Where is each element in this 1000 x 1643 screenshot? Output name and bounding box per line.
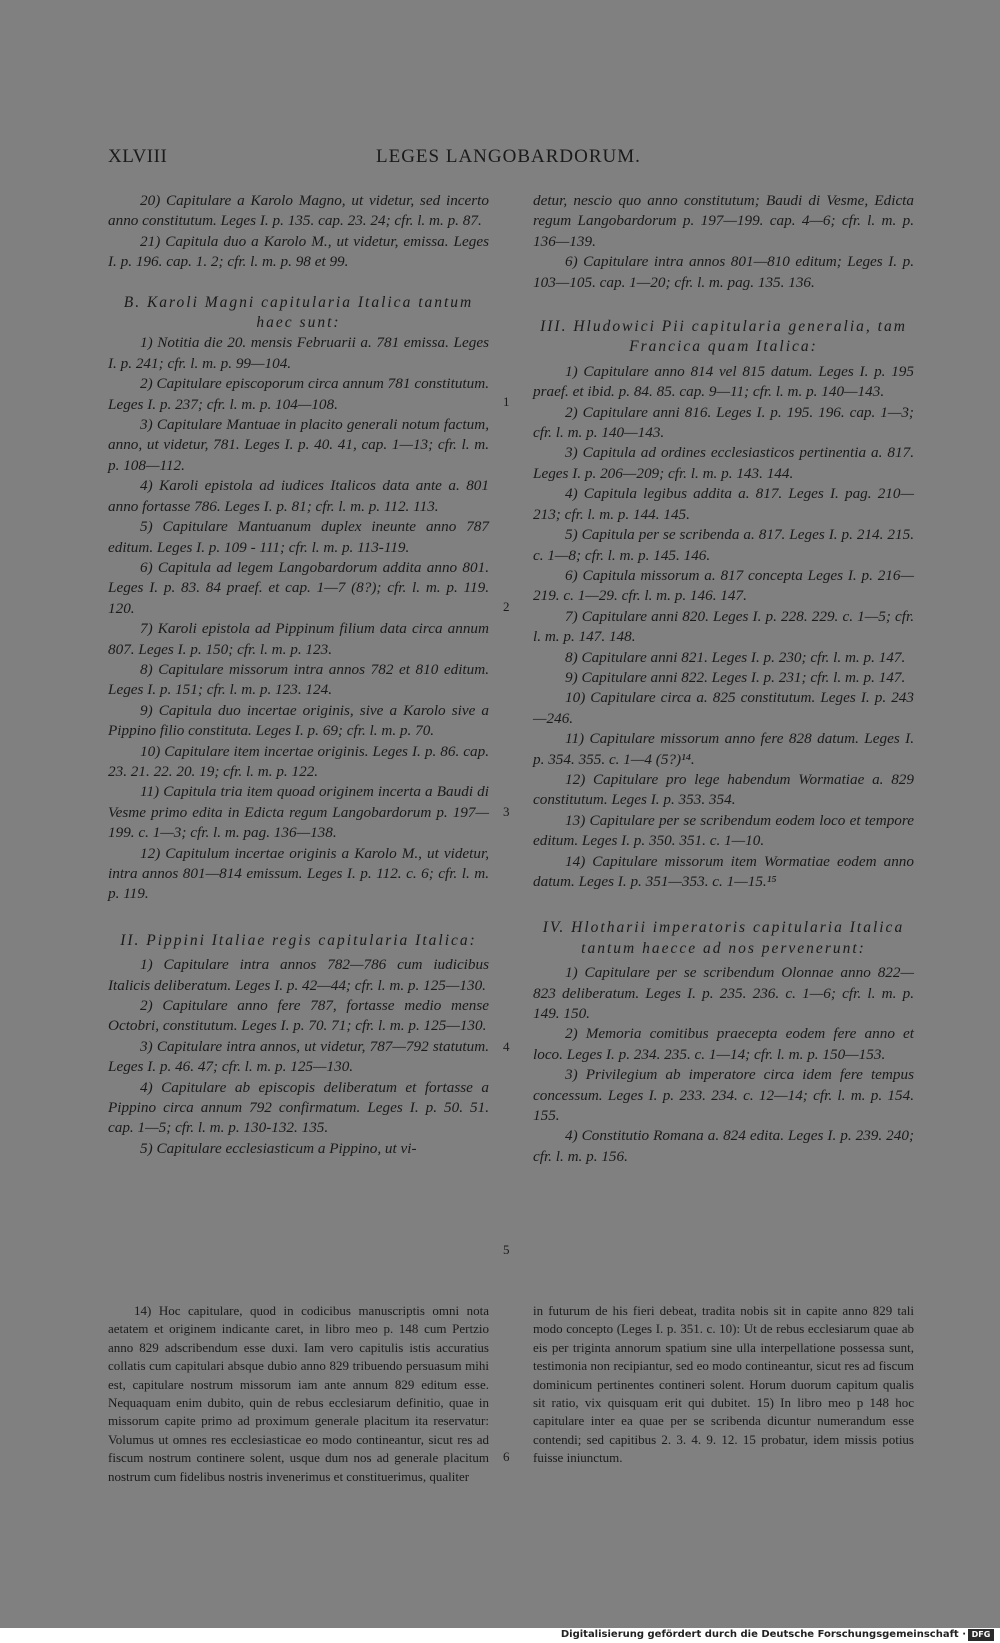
list-item: 14) Capitulare missorum item Wormatiae eodem anno datum. Leges I. p. 351—353. c. 1—15.¹⁵: [533, 852, 914, 890]
running-title: LEGES LANGOBARDORUM.: [376, 146, 641, 167]
footnotes-right: [533, 1302, 914, 1468]
list-item: 3) Capitulare intra annos, ut videtur, 787—792 statutum. Leges I. p. 46. 47; cfr. l. m. p. 125—130.: [108, 1037, 489, 1076]
footnote-14-15: in futurum de his fieri debeat, tradita nobis sit in capite anno 829 tali modo concepto (Leges I. p. 351. c. 10): Ut de rebus ecclesiarum quae ab eis per triginta annorum spatium sine ulla interpellatione possessa sunt, testimonia non recipiantur, sed eo modo contineantur, sicut res ad fiscum dominicum pertinentes contineri solent. Horum duorum capitum qualis sit ratio, vix quisquam erit qui dubitet. 15) In libro meo p 148 hoc capitulare inter ea quae per se scribenda dicuntur numerandum esse contendi; sed capitibus 2. 3. 4. 9. 12. 15 probatur, idem missis potius fuisse iniunctum.: [533, 1303, 914, 1466]
list-item: 5) Capitulare ecclesiasticum a Pippino, ut vi-: [140, 1139, 417, 1157]
list-item: 12) Capitulum incertae originis a Karolo M., ut videtur, intra annos 801—814 emissum. Leges I. p. 112. c. 6; cfr. l. m. p. 119.: [108, 844, 489, 903]
list-item: 7) Karoli epistola ad Pippinum filium data circa annum 807. Leges I. p. 150; cfr. l. m. p. 123.: [108, 620, 489, 658]
list-item: 1) Capitulare per se scribendum Olonnae anno 822—823 deliberatum. Leges I. p. 235. 236. c. 1—6; cfr. l. m. p. 149. 150.: [533, 964, 914, 1023]
list-item: 4) Karoli epistola ad iudices Italicos data ante a. 801 anno fortasse 786. Leges I. p. 81; cfr. l. m. p. 112. 113.: [108, 477, 489, 515]
list-item: 5) Capitula per se scribenda a. 817. Leges I. p. 214. 215. c. 1—8; cfr. l. m. p. 145. 146.: [533, 526, 914, 564]
list-item: 4) Capitula legibus addita a. 817. Leges I. pag. 210—213; cfr. l. m. p. 144. 145.: [533, 485, 914, 523]
margin-number: 1: [503, 394, 510, 409]
digitization-footer: [0, 1628, 1000, 1643]
footnotes-left: [108, 1302, 489, 1486]
list-item: 4) Constitutio Romana a. 824 edita. Leges I. p. 239. 240; cfr. l. m. p. 156.: [533, 1127, 914, 1165]
list-item: 10) Capitulare item incertae originis. Leges I. p. 86. cap. 23. 21. 22. 20. 19; cfr. l. m. p. 122.: [108, 742, 489, 780]
list-item: 9) Capitula duo incertae originis, sive a Karolo sive a Pippino filio constituta. Leges I. p. 69; cfr. l. m. p. 70.: [108, 701, 489, 740]
list-item: 1) Notitia die 20. mensis Februarii a. 781 emissa. Leges I. p. 241; cfr. l. m. p. 99—104.: [108, 334, 489, 372]
list-item: 7) Capitulare anni 820. Leges I. p. 228. 229. c. 1—5; cfr. l. m. p. 147. 148.: [533, 607, 914, 646]
list-item-continuation: detur, nescio quo anno constitutum; Baudi di Vesme, Edicta regum Langobardorum p. 197—199. cap. 4—6; cfr. l. m. p. 136—139.: [533, 192, 914, 250]
list-item: 11) Capitulare missorum anno fere 828 datum. Leges I. p. 354. 355. c. 1—4 (5?)¹⁴.: [533, 730, 914, 768]
list-item: 8) Capitulare missorum intra annos 782 et 810 editum. Leges I. p. 151; cfr. l. m. p. 123. 124.: [108, 660, 489, 699]
footnote-14: 14) Hoc capitulare, quod in codicibus manuscriptis omni nota aetatem et originem indicante caret, in libro meo p. 148 cum Pertzio anno 829 adscribendum esse duxi. Iam vero capitulis istis accuratius collatis cum capitulari absque dubio anno 829 tribuendo persuasum mihi est, capitulare nostrum missorum iam ante annum 829 editum esse. Nequaquam enim dubito, quin de rebus ecclesiarum definitio, quae in missorum capite primo ad proximum generale placitum ita reservatur: Volumus ut omnes res ecclesiasticae eo modo contineantur, sicut res ad fiscum nostrum continere solent, usque dum nos ad generale placitum nostrum cum fidelibus nostris invenerimus et constituerimus, qualiter: [108, 1303, 489, 1484]
list-item: 10) Capitulare circa a. 825 constitutum. Leges I. p. 243—246.: [533, 689, 914, 727]
section-heading-iii: III. Hludowici Pii capitularia generalia, tam Francica quam Italica:: [540, 318, 907, 356]
funding-credit: Digitalisierung gefördert durch die Deutsche Forschungsgemeinschaft ·: [560, 1629, 966, 1640]
list-item: 13) Capitulare per se scribendum eodem loco et tempore editum. Leges I. p. 350. 351. c. 1—10.: [533, 811, 914, 850]
list-item: 3) Privilegium ab imperatore circa idem fere tempus concessum. Leges I. p. 233. 234. c. 12—14; cfr. l. m. p. 154. 155.: [533, 1066, 914, 1125]
list-item: 6) Capitulare intra annos 801—810 editum; Leges I. p. 103—105. cap. 1—20; cfr. l. m. pag. 135. 136.: [533, 253, 914, 291]
list-item: 1) Capitulare intra annos 782—786 cum iudicibus Italicis deliberatum. Leges I. p. 42—44; cfr. l. m. p. 125—130.: [108, 956, 489, 994]
list-item: 3) Capitula ad ordines ecclesiasticos pertinentia a. 817. Leges I. p. 206—209; cfr. l. m. p. 143. 144.: [533, 444, 914, 482]
margin-number: 5: [503, 1242, 510, 1257]
list-item: 2) Memoria comitibus praecepta eodem fere anno et loco. Leges I. p. 234. 235. c. 1—14; cfr. l. m. p. 150—153.: [533, 1025, 914, 1063]
list-item: 5) Capitulare Mantuanum duplex ineunte anno 787 editum. Leges I. p. 109 - 111; cfr. l. m. p. 113-119.: [108, 518, 489, 556]
margin-number: 2: [503, 599, 510, 614]
list-item: 11) Capitula tria item quoad originem incerta a Baudi di Vesme primo edita in Edicta regum Langobardorum p. 197—199. c. 1—3; cfr. l. m. pag. 136—138.: [108, 783, 489, 842]
list-item: 21) Capitula duo a Karolo M., ut videtur, emissa. Leges I. p. 196. cap. 1. 2; cfr. l. m. p. 98 et 99.: [108, 232, 489, 271]
list-item: 2) Capitulare anno fere 787, fortasse medio mense Octobri, constitutum. Leges I. p. 70. 71; cfr. l. m. p. 125—130.: [108, 997, 489, 1035]
margin-number: 3: [503, 804, 510, 819]
list-item: 20) Capitulare a Karolo Magno, ut videtur, sed incerto anno constitutum. Leges I. p. 135. cap. 23. 24; cfr. l. m. p. 87.: [108, 192, 489, 230]
section-heading-b: B. Karoli Magni capitularia Italica tantum haec sunt:: [123, 293, 474, 332]
list-item: 2) Capitulare anni 816. Leges I. p. 195. 196. cap. 1—3; cfr. l. m. p. 140—143.: [533, 403, 914, 442]
list-item: 2) Capitulare episcoporum circa annum 781 constitutum. Leges I. p. 237; cfr. l. m. p. 104—108.: [108, 375, 489, 413]
page-folio: XLVIII: [108, 146, 168, 167]
list-item: 8) Capitulare anni 821. Leges I. p. 230; cfr. l. m. p. 147.: [565, 648, 906, 666]
list-item: 6) Capitula ad legem Langobardorum addita anno 801. Leges I. p. 83. 84 praef. et cap. 1—7 (8?); cfr. l. m. p. 119. 120.: [108, 558, 489, 617]
dfg-logo: DFG: [968, 1629, 994, 1641]
list-item: 3) Capitulare Mantuae in placito generali notum factum, anno, ut videtur, 781. Leges I. p. 40. 41, cap. 1—13; cfr. l. m. p. 108—112.: [108, 416, 489, 474]
list-item: 4) Capitulare ab episcopis deliberatum et fortasse a Pippino circa annum 792 confirmatum. Leges I. p. 50. 51. cap. 1—5; cfr. l. m. p. 130-132. 135.: [108, 1078, 489, 1137]
list-item: 6) Capitula missorum a. 817 concepta Leges I. p. 216—219. c. 1—29. cfr. l. m. p. 146. 147.: [533, 566, 914, 605]
list-item: 9) Capitulare anni 822. Leges I. p. 231; cfr. l. m. p. 147.: [565, 668, 906, 686]
section-heading-iv: IV. Hlotharii imperatoris capitularia Italica tantum haecce ad nos pervenerunt:: [542, 919, 905, 957]
list-item: 12) Capitulare pro lege habendum Wormatiae a. 829 constitutum. Leges I. p. 353. 354.: [533, 770, 914, 809]
section-heading-ii: II. Pippini Italiae regis capitularia Italica:: [120, 931, 477, 949]
list-item: 1) Capitulare anno 814 vel 815 datum. Leges I. p. 195 praef. et ibid. p. 84. 85. cap. 9—11; cfr. l. m. p. 140—143.: [533, 362, 914, 401]
margin-number: 6: [503, 1449, 510, 1464]
right-column: [533, 191, 914, 1167]
left-column: [108, 191, 489, 1159]
margin-number: 4: [503, 1039, 510, 1054]
